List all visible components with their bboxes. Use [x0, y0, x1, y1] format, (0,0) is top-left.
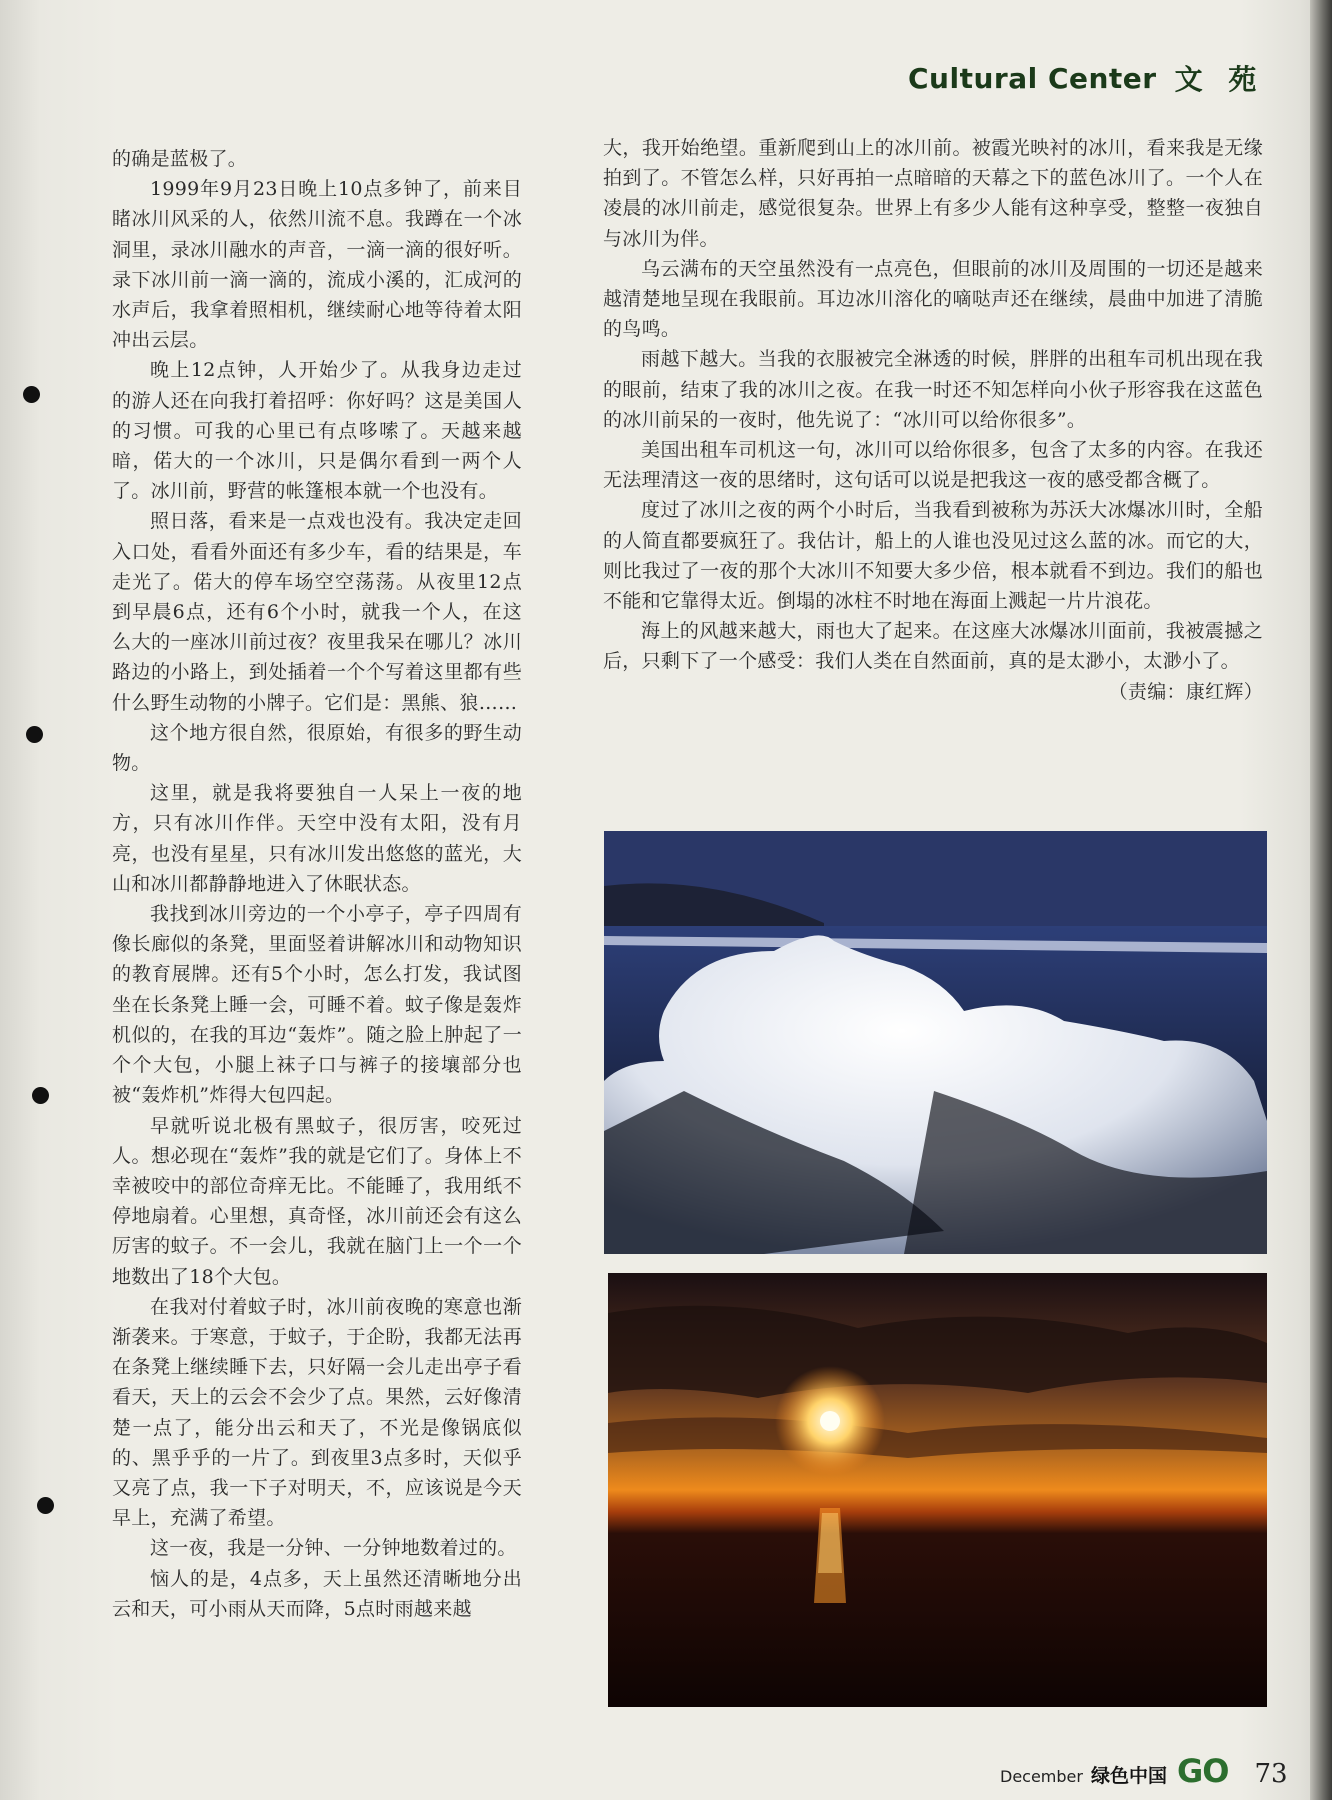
binder-hole — [23, 386, 40, 403]
section-title-en: Cultural Center — [908, 61, 1157, 95]
glacier-ice-illustration — [604, 831, 1267, 1254]
paragraph: 晚上12点钟，人开始少了。从我身边走过的游人还在向我打着招呼：你好吗？这是美国人的习惯。可我的心里已有点哆嗦了。天越来越暗，偌大的一个冰川，只是偶尔看到一两个人了。冰川前，野营的帐篷根本就一个也没有。 — [112, 359, 522, 503]
paragraph: 的确是蓝极了。 — [112, 148, 248, 170]
section-header — [908, 58, 1264, 98]
paragraph: 照日落，看来是一点戏也没有。我决定走回入口处，看看外面还有多少车，看的结果是，车走光了。偌大的停车场空空荡荡。从夜里12点到早晨6点，还有6个小时，就我一个人，在这么大的一座冰川前过夜？夜里我呆在哪儿？冰川路边的小路上，到处插着一个个写着这里都有些什么野生动物的小牌子。它们是：黑熊、狼…… — [112, 510, 522, 714]
paragraph: 1999年9月23日晚上10点多钟了，前来目睹冰川风采的人，依然川流不息。我蹲在一个冰洞里，录冰川融水的声音，一滴一滴的很好听。录下冰川前一滴一滴的，流成小溪的，汇成河的水声后，我拿着照相机，继续耐心地等待着太阳冲出云层。 — [112, 178, 522, 352]
left-text-column — [112, 144, 522, 1624]
paragraph: 早就听说北极有黑蚊子，很厉害，咬死过人。想必现在“轰炸”我的就是它们了。身体上不幸被咬中的部位奇痒无比。不能睡了，我用纸不停地扇着。心里想，真奇怪，冰川前还会有这么厉害的蚊子。不一会儿，我就在脑门上一个一个地数出了18个大包。 — [112, 1114, 522, 1288]
paragraph: 乌云满布的天空虽然没有一点亮色，但眼前的冰川及周围的一切还是越来越清楚地呈现在我眼前。耳边冰川溶化的嘀哒声还在继续，晨曲中加进了清脆的鸟鸣。 — [603, 257, 1263, 341]
page-edge-shadow — [1310, 0, 1332, 1800]
sunset-illustration — [608, 1273, 1267, 1707]
paragraph: 这里，就是我将要独自一人呆上一夜的地方，只有冰川作伴。天空中没有太阳，没有月亮，也没有星星，只有冰川发出悠悠的蓝光，大山和冰川都静静地进入了休眠状态。 — [112, 782, 522, 895]
binder-hole — [37, 1497, 54, 1514]
paragraph: 这一夜，我是一分钟、一分钟地数着过的。 — [150, 1537, 517, 1560]
footer-month: December — [1000, 1767, 1083, 1786]
binder-hole — [26, 726, 43, 743]
paragraph: 雨越下越大。当我的衣服被完全淋透的时候，胖胖的出租车司机出现在我的眼前，结束了我的冰川之夜。在我一时还不知怎样向小伙子形容我在这蓝色的冰川前呆的一夜时，他先说了：“冰川可以给你很多”。 — [603, 348, 1263, 431]
magazine-name: 绿色中国 — [1090, 1765, 1167, 1787]
right-text-column — [603, 133, 1263, 707]
binder-hole — [32, 1087, 49, 1104]
paragraph: 度过了冰川之夜的两个小时后，当我看到被称为苏沃大冰爆冰川时，全船的人简直都要疯狂了。我估计，船上的人谁也没见过这么蓝的冰。而它的大，则比我过了一夜的那个大冰川不知要大多少倍，根本就看不到边。我们的船也不能和它靠得太近。倒塌的冰柱不时地在海面上溅起一片片浪花。 — [603, 499, 1263, 613]
paragraph: 我找到冰川旁边的一个小亭子，亭子四周有像长廊似的条凳，里面竖着讲解冰川和动物知识的教育展牌。还有5个小时，怎么打发，我试图坐在长条凳上睡一会，可睡不着。蚊子像是轰炸机似的，在我的耳边“轰炸”。随之脸上肿起了一个个大包，小腿上袜子口与裤子的接壤部分也被“轰炸机”炸得大包四起。 — [112, 903, 522, 1107]
paragraph: 在我对付着蚊子时，冰川前夜晚的寒意也渐渐袭来。于寒意，于蚊子，于企盼，我都无法再在条凳上继续睡下去，只好隔一会儿走出亭子看看天，天上的云会不会少了点。果然，云好像清楚一点了，能分出云和天了，不光是像锅底似的、黑乎乎的一片了。到夜里3点多时，天似乎又亮了点，我一下子对明天，不，应该说是今天早上，充满了希望。 — [112, 1295, 522, 1530]
section-title-cn: 文 苑 — [1174, 63, 1265, 96]
page-footer — [1000, 1752, 1288, 1790]
paragraph: 美国出租车司机这一句，冰川可以给你很多，包含了太多的内容。在我还无法理清这一夜的思绪时，这句话可以说是把我这一夜的感受都含概了。 — [603, 439, 1263, 492]
magazine-logo: GO — [1176, 1752, 1229, 1790]
paragraph: 这个地方很自然，很原始，有很多的野生动物。 — [112, 721, 522, 775]
page-number: 73 — [1254, 1759, 1288, 1789]
glacier-ice-photo — [604, 831, 1267, 1254]
editor-credit: （责编：康红辉） — [1108, 680, 1263, 703]
paragraph: 恼人的是，4点多，天上虽然还清晰地分出云和天，可小雨从天而降，5点时雨越来越 — [112, 1567, 522, 1620]
sunset-photo — [608, 1273, 1267, 1707]
paragraph: 海上的风越来越大，雨也大了起来。在这座大冰爆冰川面前，我被震撼之后，只剩下了一个感受：我们人类在自然面前，真的是太渺小，太渺小了。 — [603, 620, 1263, 673]
paragraph: 大，我开始绝望。重新爬到山上的冰川前。被霞光映衬的冰川，看来我是无缘拍到了。不管怎么样，只好再拍一点暗暗的天幕之下的蓝色冰川了。一个人在凌晨的冰川前走，感觉很复杂。世界上有多少人能有这种享受，整整一夜独自与冰川为伴。 — [603, 137, 1263, 250]
